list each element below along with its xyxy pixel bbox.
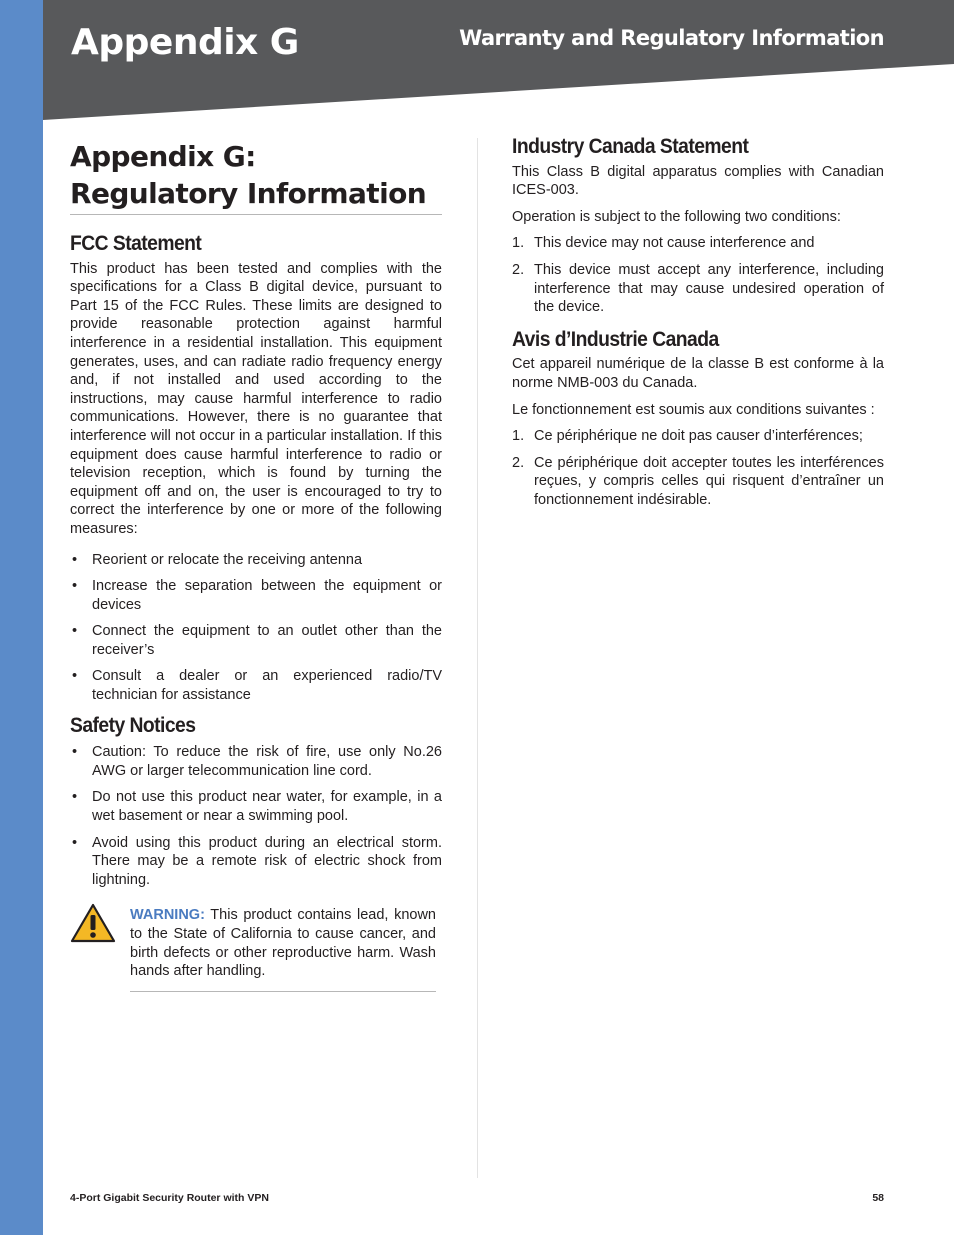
list-item: • Reorient or relocate the receiving antenna [72, 551, 363, 568]
left-column [70, 138, 442, 1003]
avis-heading: Avis d’Industrie Canada [512, 327, 719, 351]
page-title-line1: Appendix G: [70, 140, 256, 173]
footer-product: 4-Port Gigabit Security Router with VPN [70, 1192, 269, 1204]
warning-body: This product contains lead, known to the State of California to cause cancer, and birth defects or other reproductive harm. Wash hands after handling. [130, 907, 436, 980]
avis-conditions [512, 427, 884, 509]
warning-rule [130, 991, 436, 992]
list-item: • Caution: To reduce the risk of fire, use only No.26 AWG or larger telecommunication line cord. [72, 744, 442, 779]
list-item: • Do not use this product near water, for example, in a wet basement or near a swimming pool. [72, 789, 442, 825]
fcc-body: This product has been tested and complies with the specifications for a Class B digital device, pursuant to Part 15 of the FCC Rules. These limits are designed to provide reasonable protection against harmful interference in a residential installation. This equipment generates, uses, and can radiate radio frequency energy and, if not installed and used according to the instructions, may cause harmful interference to radio communications. However, there is no guarantee that interference will not occur in a particular installation. If this equipment does cause harmful interference to radio or television reception, which is found by turning the equipment off and on, the user is encouraged to try to correct the interference by one or more of the following measures: [70, 260, 442, 537]
avis-p1: Cet appareil numérique de la classe B est conforme à la norme NMB-003 du Canada. [512, 356, 884, 391]
warning-text [130, 906, 436, 980]
warning-notice [70, 899, 442, 1003]
list-item: • Avoid using this product during an electrical storm. There may be a remote risk of electric shock from lightning. [72, 834, 442, 888]
warning-triangle-icon [70, 903, 116, 943]
list-item: • Connect the equipment to an outlet other than the receiver’s [72, 623, 442, 658]
page-title [70, 138, 442, 215]
warning-label: WARNING: [130, 907, 205, 924]
list-item: • Consult a dealer or an experienced radio/TV technician for assistance [72, 668, 442, 704]
fcc-heading: FCC Statement [70, 232, 202, 255]
list-item: 2. Ce périphérique doit accepter toutes les interférences reçues, y compris celles qui risquent d’entraîner un fonctionnement indésirable. [512, 454, 884, 508]
column-divider [477, 138, 478, 1178]
list-item: 1. This device may not cause interference and [512, 235, 815, 252]
list-item: • Increase the separation between the equipment or devices [72, 578, 442, 613]
canada-heading: Industry Canada Statement [512, 135, 749, 158]
side-color-bar [0, 0, 43, 1235]
canada-conditions [512, 234, 884, 316]
page-number: 58 [872, 1192, 884, 1204]
safety-heading: Safety Notices [70, 713, 196, 737]
canada-p2: Operation is subject to the following two conditions: [512, 208, 841, 225]
canada-p1: This Class B digital apparatus complies with Canadian ICES-003. [512, 163, 884, 199]
avis-p2: Le fonctionnement est soumis aux conditions suivantes : [512, 401, 875, 418]
list-item: 1. Ce périphérique ne doit pas causer d’interférences; [512, 428, 863, 445]
appendix-label: Appendix G [71, 22, 299, 63]
right-column [512, 135, 884, 518]
page-title-line2: Regulatory Information [70, 177, 427, 210]
section-title: Warranty and Regulatory Information [459, 26, 884, 50]
safety-list [70, 743, 442, 889]
list-item: 2. This device must accept any interference, including interference that may cause undesired operation of the device. [512, 261, 884, 316]
fcc-measures-list [70, 551, 442, 705]
